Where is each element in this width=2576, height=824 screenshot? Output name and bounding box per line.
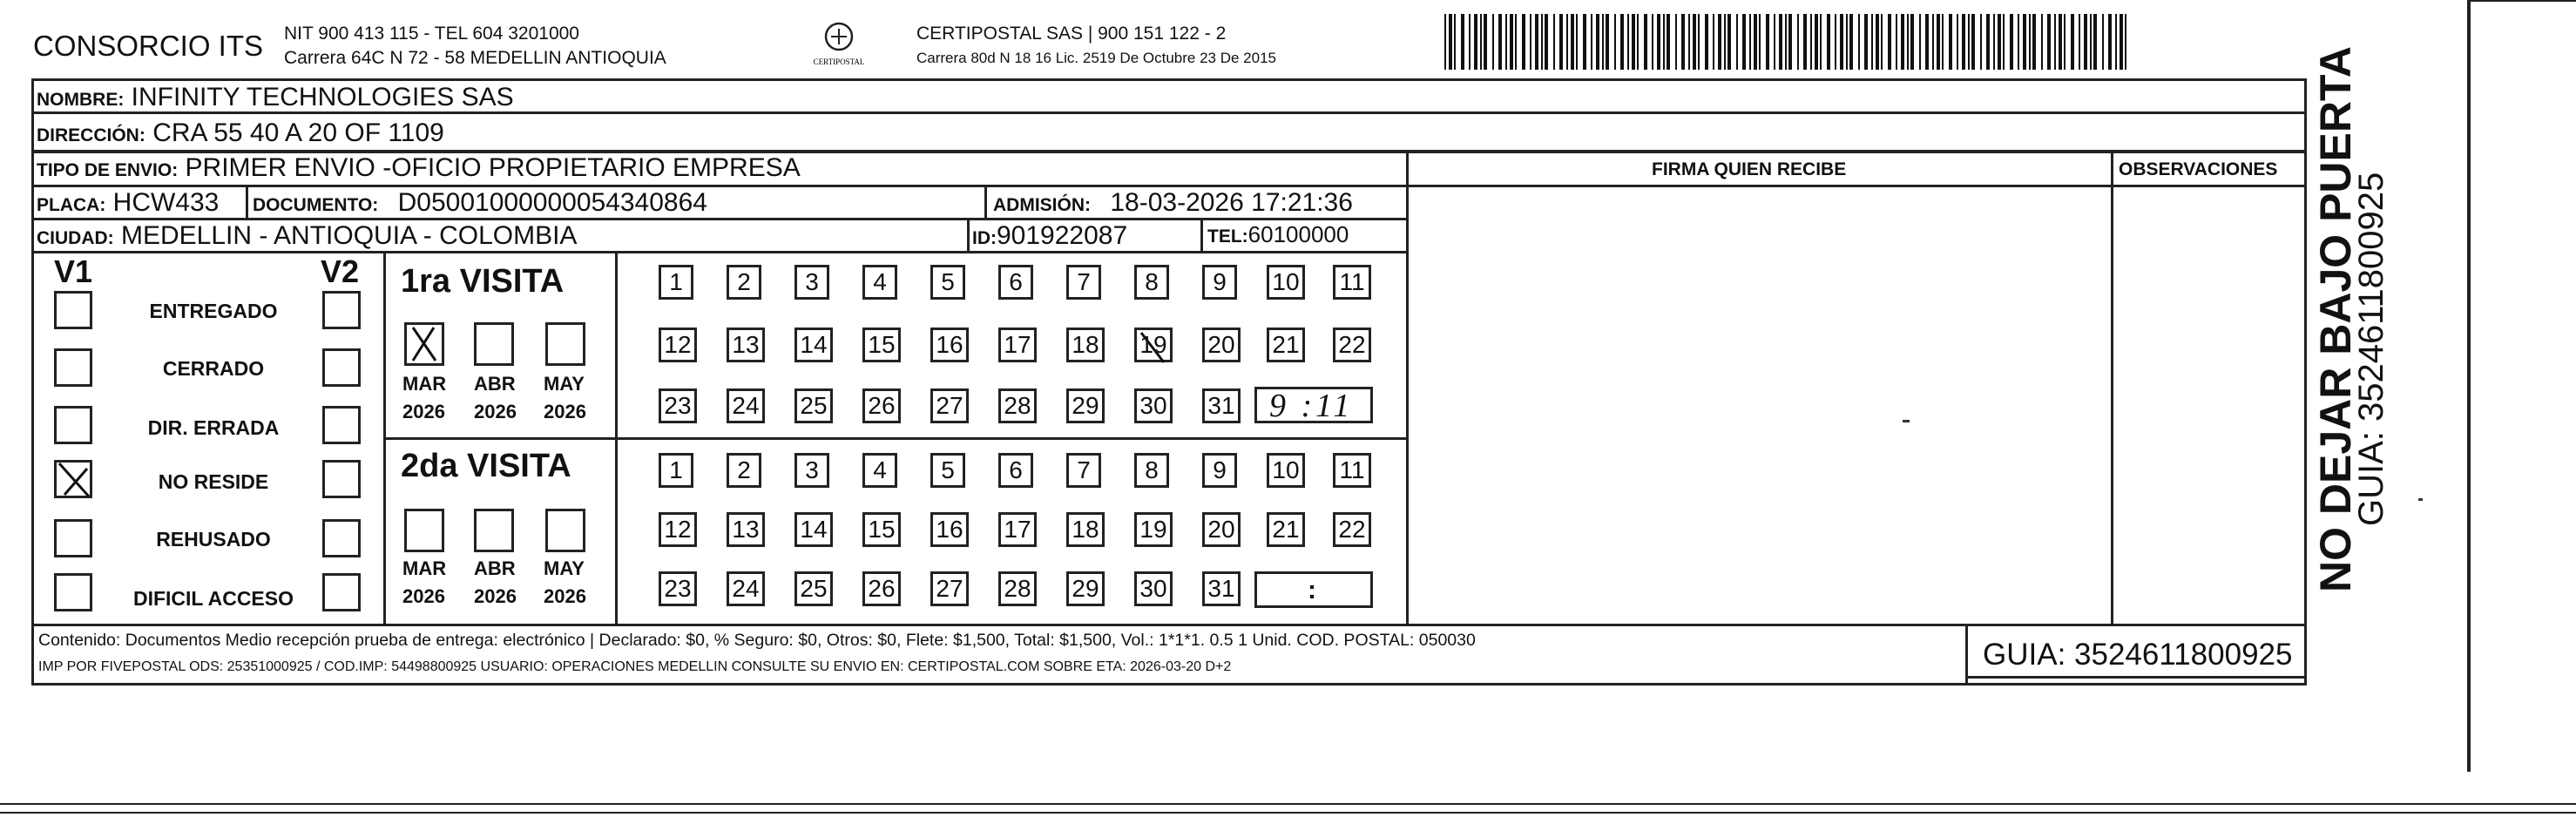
status-label-dir-errada: DIR. ERRADA (147, 416, 280, 439)
barcode-bar (1591, 14, 1592, 70)
barcode-bar (1910, 14, 1914, 70)
day-box-v2-27[interactable]: 27 (930, 571, 969, 606)
barcode-bar (1968, 14, 1970, 70)
barcode-bar (1627, 14, 1629, 70)
documento-label: DOCUMENTO: (253, 195, 379, 215)
barcode-bar (1663, 14, 1665, 70)
observaciones-header: OBSERVACIONES (2119, 159, 2278, 179)
barcode-bar (1766, 14, 1769, 70)
day-box-v2-3[interactable]: 3 (794, 453, 829, 488)
day-box-v1-19[interactable]: 19 (1134, 328, 1173, 362)
day-box-v1-4[interactable]: 4 (862, 265, 897, 300)
day-box-v1-13[interactable]: 13 (727, 328, 765, 362)
barcode-bar (1785, 14, 1787, 70)
day-box-v2-21[interactable]: 21 (1267, 512, 1305, 547)
status-label-no-reside: NO RESIDE (158, 470, 269, 493)
barcode-bar (1576, 14, 1578, 70)
tel-row (1207, 223, 1349, 246)
handwritten-x-mark (54, 460, 92, 498)
barcode-bar (2079, 14, 2080, 70)
barcode-bar (1993, 14, 1995, 70)
month-box-may-1[interactable] (545, 322, 585, 366)
second-visit-time-box[interactable] (1254, 571, 1373, 608)
month-box-abr-2[interactable] (474, 509, 514, 552)
barcode-bar (1827, 14, 1830, 70)
day-box-v1-5[interactable]: 5 (930, 265, 965, 300)
month-label-abr-2: ABR (474, 557, 516, 579)
day-box-v1-25[interactable]: 25 (794, 388, 833, 423)
day-box-v2-25[interactable]: 25 (794, 571, 833, 606)
direccion-row (37, 120, 444, 146)
v2-checkbox-rehusado[interactable] (322, 519, 361, 557)
sender-address: Carrera 64C N 72 - 58 MEDELLIN ANTIOQUIA (284, 48, 666, 68)
day-box-v2-12[interactable]: 12 (659, 512, 697, 547)
barcode-bar (1971, 14, 1975, 70)
day-box-v1-8[interactable]: 8 (1134, 265, 1169, 300)
day-box-v1-26[interactable]: 26 (862, 388, 901, 423)
barcode-bar (1980, 14, 1982, 70)
barcode-bar (1849, 14, 1853, 70)
barcode-bar (1541, 14, 1543, 70)
barcode-bar (1803, 14, 1807, 70)
barcode-bar (1545, 14, 1548, 70)
month-label-may-1: MAY (544, 373, 585, 395)
barcode-bar (2032, 14, 2036, 70)
barcode-bar (1881, 14, 1883, 70)
barcode-bar (2093, 14, 2097, 70)
day-box-v1-30[interactable]: 30 (1134, 388, 1173, 423)
v2-checkbox-dir-errada[interactable] (322, 406, 361, 444)
year-label-1a: 2026 (402, 401, 445, 422)
barcode-bar (2071, 14, 2074, 70)
barcode-bar (1788, 14, 1792, 70)
day-box-v1-22[interactable]: 22 (1333, 328, 1371, 362)
year-label-1b: 2026 (474, 401, 517, 422)
direccion-label: DIRECCIÓN: (37, 125, 145, 145)
day-box-v2-2[interactable]: 2 (727, 453, 761, 488)
day-box-v1-15[interactable]: 15 (862, 328, 901, 362)
side-guia-number: GUIA: 3524611800925 (2352, 172, 2390, 526)
placa-row (37, 190, 219, 216)
barcode-bar (1620, 14, 1624, 70)
id-value: 901922087 (997, 221, 1128, 250)
year-label-2b: 2026 (474, 585, 517, 607)
ciudad-value: MEDELLIN - ANTIOQUIA - COLOMBIA (121, 221, 578, 250)
day-box-v1-16[interactable]: 16 (930, 328, 969, 362)
barcode-bar (1644, 14, 1647, 70)
barcode-bar (1492, 14, 1494, 70)
v1-checkbox-dir-errada[interactable] (54, 406, 92, 444)
barcode-bar (1522, 14, 1525, 70)
barcode-bar (1797, 14, 1799, 70)
v1-label: V1 (54, 253, 93, 289)
day-box-v1-3[interactable]: 3 (794, 265, 829, 300)
first-visit-time-box[interactable] (1254, 387, 1373, 423)
certipostal-line: CERTIPOSTAL SAS | 900 151 122 - 2 (916, 24, 1227, 44)
barcode-bar (1871, 14, 1873, 70)
nombre-label: NOMBRE: (37, 90, 125, 110)
brand-name: CONSORCIO ITS (33, 30, 264, 62)
guia-number: GUIA: 3524611800925 (1983, 638, 2293, 672)
ciudad-row (37, 223, 577, 249)
barcode-bar (2125, 14, 2126, 70)
second-visit-title: 2da VISITA (401, 448, 571, 484)
barcode-bar (2003, 14, 2005, 70)
day-box-v2-24[interactable]: 24 (727, 571, 765, 606)
day-box-v2-10[interactable]: 10 (1267, 453, 1305, 488)
barcode-bar (2029, 14, 2031, 70)
documento-row (253, 190, 707, 216)
barcode-bar (2120, 14, 2123, 70)
month-box-mar-2[interactable] (404, 509, 444, 552)
year-label-2a: 2026 (402, 585, 445, 607)
day-box-v1-1[interactable]: 1 (659, 265, 693, 300)
tel-label: TEL: (1207, 226, 1248, 247)
barcode-bar (1681, 14, 1685, 70)
day-box-v1-14[interactable]: 14 (794, 328, 833, 362)
barcode-bar (1461, 14, 1464, 70)
v2-checkbox-entregado[interactable] (322, 291, 361, 329)
certipostal-license: Carrera 80d N 18 16 Lic. 2519 De Octubre 23 De 2015 (916, 50, 1276, 66)
svg-text:CERTIPOSTAL: CERTIPOSTAL (813, 57, 865, 66)
admision-row (993, 190, 1353, 216)
day-box-v1-9[interactable]: 9 (1202, 265, 1237, 300)
day-box-v2-26[interactable]: 26 (862, 571, 901, 606)
day-box-v2-15[interactable]: 15 (862, 512, 901, 547)
barcode-bar (1986, 14, 1990, 70)
barcode-bar (1480, 14, 1482, 70)
first-visit-time: 9 :11 (1269, 388, 1354, 424)
barcode-bar (1901, 14, 1904, 70)
day-box-v2-18[interactable]: 18 (1066, 512, 1105, 547)
barcode-bar (1888, 14, 1891, 70)
admision-value: 18-03-2026 17:21:36 (1110, 188, 1353, 217)
day-box-v1-18[interactable]: 18 (1066, 328, 1105, 362)
barcode-bar (1449, 14, 1452, 70)
day-box-v2-19[interactable]: 19 (1134, 512, 1173, 547)
shipment-type: PRIMER ENVIO -OFICIO PROPIETARIO EMPRESA (185, 153, 801, 182)
day-box-v2-8[interactable]: 8 (1134, 453, 1169, 488)
barcode-bar (1505, 14, 1507, 70)
admision-label: ADMISIÓN: (993, 195, 1091, 215)
barcode-bar (1606, 14, 1609, 70)
status-label-dificil-acceso: DIFICIL ACCESO (132, 587, 294, 610)
id-label: ID: (972, 228, 997, 248)
placa-label: PLACA: (37, 195, 106, 215)
day-box-v1-20[interactable]: 20 (1202, 328, 1241, 362)
barcode-bar (2023, 14, 2026, 70)
barcode-bar (1559, 14, 1563, 70)
barcode (1444, 0, 2133, 78)
barcode-bar (2047, 14, 2051, 70)
day-box-v2-14[interactable]: 14 (794, 512, 833, 547)
day-box-v2-31[interactable]: 31 (1202, 571, 1241, 606)
barcode-bar (1510, 14, 1513, 70)
ciudad-label: CIUDAD: (37, 228, 114, 248)
month-label-mar-2: MAR (402, 557, 447, 579)
barcode-bar (1583, 14, 1586, 70)
day-box-v2-20[interactable]: 20 (1202, 512, 1241, 547)
day-box-v2-13[interactable]: 13 (727, 512, 765, 547)
barcode-bar (2064, 14, 2066, 70)
barcode-bar (1571, 14, 1574, 70)
barcode-bar (1652, 14, 1653, 70)
tipo-label: TIPO DE ENVIO: (37, 160, 179, 180)
day-box-v2-4[interactable]: 4 (862, 453, 897, 488)
day-box-v2-23[interactable]: 23 (659, 571, 697, 606)
day-box-v2-17[interactable]: 17 (998, 512, 1037, 547)
barcode-bar (1596, 14, 1599, 70)
id-row (972, 223, 1127, 249)
barcode-bar (1742, 14, 1746, 70)
v2-checkbox-cerrado[interactable] (322, 348, 361, 387)
month-box-abr-1[interactable] (474, 322, 514, 366)
barcode-bar (1840, 14, 1843, 70)
barcode-bar (1688, 14, 1690, 70)
barcode-bar (1942, 14, 1944, 70)
barcode-bar (2018, 14, 2019, 70)
barcode-bar (1896, 14, 1897, 70)
barcode-bar (1727, 14, 1731, 70)
day-box-v1-23[interactable]: 23 (659, 388, 697, 423)
status-label-rehusado: REHUSADO (156, 528, 271, 550)
barcode-bar (2090, 14, 2092, 70)
barcode-bar (1566, 14, 1568, 70)
day-box-v1-21[interactable]: 21 (1267, 328, 1305, 362)
barcode-bar (1614, 14, 1616, 70)
barcode-bar (1925, 14, 1929, 70)
barcode-bar (1530, 14, 1531, 70)
day-box-v2-5[interactable]: 5 (930, 453, 965, 488)
day-box-v1-31[interactable]: 31 (1202, 388, 1241, 423)
barcode-bar (1846, 14, 1848, 70)
day-box-v2-11[interactable]: 11 (1333, 453, 1371, 488)
day-box-v1-24[interactable]: 24 (727, 388, 765, 423)
barcode-bar (1810, 14, 1812, 70)
v1-checkbox-cerrado[interactable] (54, 348, 92, 387)
day-box-v2-9[interactable]: 9 (1202, 453, 1237, 488)
barcode-bar (1637, 14, 1639, 70)
barcode-bar (2115, 14, 2117, 70)
day-box-v1-2[interactable]: 2 (727, 265, 761, 300)
day-box-v2-1[interactable]: 1 (659, 453, 693, 488)
barcode-bar (1444, 14, 1446, 70)
first-visit-title: 1ra VISITA (401, 263, 565, 300)
v2-label: V2 (321, 253, 360, 289)
barcode-bar (1657, 14, 1660, 70)
tipo-row (37, 155, 801, 181)
day-box-v1-27[interactable]: 27 (930, 388, 969, 423)
barcode-bar (1876, 14, 1879, 70)
barcode-bar (2054, 14, 2056, 70)
barcode-bar (1932, 14, 1934, 70)
day-box-v1-29[interactable]: 29 (1066, 388, 1105, 423)
barcode-bar (2102, 14, 2104, 70)
v2-checkbox-dificil-acceso[interactable] (322, 573, 361, 611)
barcode-bar (1774, 14, 1775, 70)
barcode-bar (1667, 14, 1670, 70)
barcode-bar (1693, 14, 1696, 70)
day-box-v1-6[interactable]: 6 (998, 265, 1033, 300)
day-box-v2-28[interactable]: 28 (998, 571, 1037, 606)
day-box-v2-16[interactable]: 16 (930, 512, 969, 547)
barcode-bar (1820, 14, 1822, 70)
day-box-v1-10[interactable]: 10 (1267, 265, 1305, 300)
barcode-bar (1632, 14, 1635, 70)
stray-dot (1903, 420, 1910, 422)
tel-value: 60100000 (1247, 221, 1349, 247)
v1-checkbox-dificil-acceso[interactable] (54, 573, 92, 611)
day-box-v1-7[interactable]: 7 (1066, 265, 1101, 300)
v1-checkbox-no-reside[interactable] (54, 460, 92, 498)
barcode-bar (1962, 14, 1965, 70)
nombre-row (37, 84, 514, 111)
barcode-bar (1474, 14, 1477, 70)
month-label-mar-1: MAR (402, 373, 447, 395)
day-box-v1-28[interactable]: 28 (998, 388, 1037, 423)
year-label-1c: 2026 (544, 401, 586, 422)
firma-header: FIRMA QUIEN RECIBE (1652, 159, 1847, 179)
barcode-bar (1835, 14, 1836, 70)
day-box-v2-7[interactable]: 7 (1066, 453, 1101, 488)
barcode-bar (1535, 14, 1538, 70)
handwritten-strike-mark (1134, 328, 1173, 366)
barcode-bar (2059, 14, 2062, 70)
day-box-v1-12[interactable]: 12 (659, 328, 697, 362)
day-box-v2-22[interactable]: 22 (1333, 512, 1371, 547)
barcode-bar (2010, 14, 2013, 70)
month-label-abr-1: ABR (474, 373, 516, 395)
barcode-bar (1759, 14, 1761, 70)
day-box-v1-11[interactable]: 11 (1333, 265, 1371, 300)
barcode-bar (1949, 14, 1952, 70)
handwritten-x-mark (404, 322, 444, 366)
barcode-bar (1484, 14, 1487, 70)
barcode-bar (1675, 14, 1677, 70)
barcode-bar (1469, 14, 1471, 70)
barcode-bar (1998, 14, 2001, 70)
barcode-bar (1498, 14, 1502, 70)
barcode-bar (1736, 14, 1738, 70)
print-info-line: IMP POR FIVEPOSTAL ODS: 25351000925 / COD.IMP: 54498800925 USUARIO: OPERACIONES MEDELLIN CONSULTE SU ENVIO EN: CERTIPOSTAL.COM SOBRE ETA: 2026-03-20 D+2 (38, 659, 1232, 674)
barcode-bar (1937, 14, 1940, 70)
contents-line: Contenido: Documentos Medio recepción prueba de entrega: electrónico | Declarado: $0, % Seguro: $0, Otros: $0, Flete: $1,500, Total: $1,500, Vol.: 1*1*1. 0.5 1 Unid. COD. POSTAL: 050030 (38, 631, 1476, 650)
status-label-entregado: ENTREGADO (149, 300, 278, 322)
v1-checkbox-entregado[interactable] (54, 291, 92, 329)
barcode-bar (1864, 14, 1868, 70)
barcode-bar (2108, 14, 2112, 70)
recipient-address: CRA 55 40 A 20 OF 1109 (152, 118, 444, 147)
barcode-bar (1957, 14, 1958, 70)
day-box-v2-6[interactable]: 6 (998, 453, 1033, 488)
barcode-bar (1705, 14, 1708, 70)
barcode-bar (1815, 14, 1818, 70)
barcode-bar (1602, 14, 1604, 70)
v1-checkbox-rehusado[interactable] (54, 519, 92, 557)
barcode-bar (1698, 14, 1700, 70)
barcode-bar (1713, 14, 1714, 70)
barcode-bar (2041, 14, 2043, 70)
barcode-bar (1515, 14, 1517, 70)
month-label-may-2: MAY (544, 557, 585, 579)
documento-value: D05001000000054340864 (397, 188, 707, 217)
recipient-name: INFINITY TECHNOLOGIES SAS (131, 83, 514, 111)
month-box-may-2[interactable] (545, 509, 585, 552)
barcode-bar (1754, 14, 1757, 70)
year-label-2c: 2026 (544, 585, 586, 607)
v2-checkbox-no-reside[interactable] (322, 460, 361, 498)
barcode-bar (1454, 14, 1456, 70)
barcode-bar (1858, 14, 1860, 70)
barcode-bar (2084, 14, 2087, 70)
barcode-bar (1749, 14, 1751, 70)
no-dejar-bajo-puerta: NO DEJAR BAJO PUERTA (2311, 46, 2360, 592)
day-box-v2-29[interactable]: 29 (1066, 571, 1105, 606)
status-label-cerrado: CERRADO (162, 357, 265, 380)
placa-value: HCW433 (112, 188, 220, 217)
barcode-bar (1907, 14, 1909, 70)
day-box-v2-30[interactable]: 30 (1134, 571, 1173, 606)
stray-dot (2418, 498, 2423, 501)
barcode-bar (1724, 14, 1726, 70)
barcode-bar (1919, 14, 1921, 70)
certipostal-logo (800, 19, 878, 70)
day-box-v1-17[interactable]: 17 (998, 328, 1037, 362)
barcode-bar (1553, 14, 1555, 70)
month-box-mar-1[interactable] (404, 322, 444, 366)
nit-line: NIT 900 413 115 - TEL 604 3201000 (284, 24, 579, 44)
second-visit-time: : (1308, 576, 1316, 604)
barcode-bar (1718, 14, 1721, 70)
barcode-bar (1779, 14, 1782, 70)
